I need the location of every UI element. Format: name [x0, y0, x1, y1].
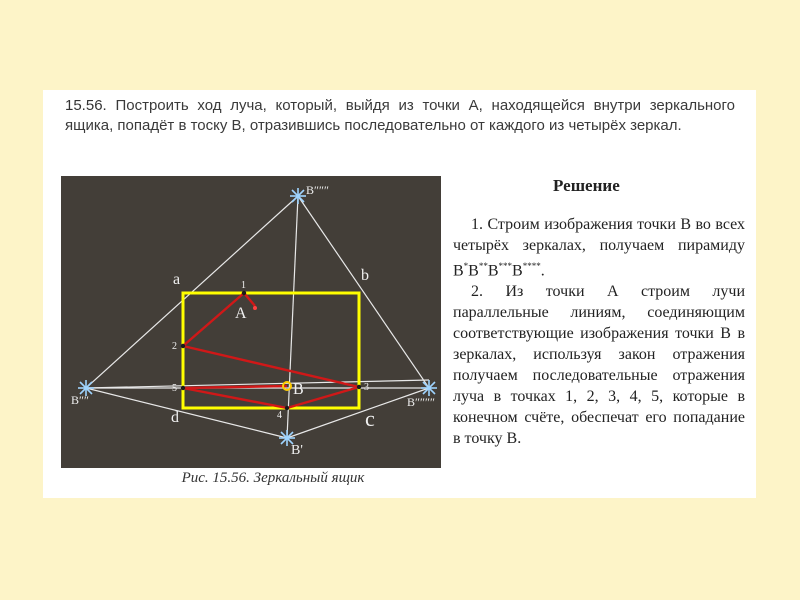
star-icon: [421, 380, 437, 396]
figure-caption: Рис. 15.56. Зеркальный ящик: [181, 470, 365, 486]
construction-line: [86, 388, 287, 438]
point-number-4: 4: [277, 410, 282, 421]
image-label-bottom: B': [291, 443, 303, 458]
reflection-point-4: [285, 406, 289, 410]
mirror-label-b: b: [361, 267, 369, 284]
image-label-left: B″″: [71, 393, 89, 407]
solution-text: [453, 214, 745, 449]
mirror-box-figure: [61, 176, 441, 468]
point-number-1: 1: [241, 280, 246, 291]
image-label-top: B″″″: [306, 183, 329, 197]
reflection-point-5: [181, 386, 185, 390]
point-number-2: 2: [172, 341, 177, 352]
problem-text: Построить ход луча, который, выйдя из точки А, находящейся внутри зеркального ящика, попадёт в тоску В, отразившись последовательно от каждого из четырёх зеркал.: [65, 97, 735, 134]
point-number-3: 3: [364, 382, 369, 393]
reflection-point-1: [242, 291, 246, 295]
mirror-box: [183, 293, 359, 408]
mirror-label-c: c: [365, 406, 375, 431]
ray-path: [183, 293, 359, 408]
point-a-marker: [253, 306, 257, 310]
point-number-5: 5: [172, 383, 177, 394]
point-label-a: A: [235, 305, 247, 322]
slide-card: [43, 90, 756, 498]
mirror-label-d: d: [171, 409, 179, 426]
image-label-right: B″″″″: [407, 395, 435, 409]
point-label-b: B: [293, 381, 304, 398]
mirror-label-a: a: [173, 271, 181, 288]
solution-step-2: 2. Из точки А строим лучи параллельные линиям, соединяющим соответствующие изображения точки В в зеркалах, используя закон отражения получаем последовательные отражения луча в точках 1, 2, 3, 4, 5, которые в конечном счёте, обеспечат его попадание в точку В.: [453, 283, 745, 448]
construction-line: [287, 196, 298, 438]
problem-statement: [65, 96, 735, 136]
reflection-point-3: [357, 385, 361, 389]
reflection-point-2: [181, 344, 185, 348]
problem-number: 15.56.: [65, 97, 107, 114]
solution-step-1: 1. Строим изображения точки В во всех четырёх зеркалах, получаем пирамиду В*В**В***В****.: [453, 216, 745, 280]
figure-svg: [61, 176, 441, 468]
star-icon: [290, 188, 306, 204]
solution-title: Решение: [553, 176, 620, 195]
